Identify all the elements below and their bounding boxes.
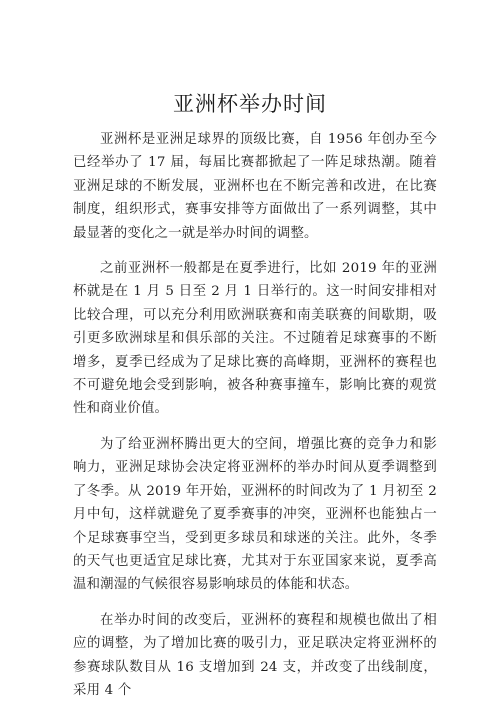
paragraph-1: 亚洲杯是亚洲足球界的顶级比赛，自 1956 年创办至今已经举办了 17 届，每届比赛都掀起了一阵足球热潮。随着亚洲足球的不断发展，亚洲杯也在不断完善和改进，在比赛制度，组织形式，赛事安排等方面做出了一系列调整，其中最显著的变化之一就是举办时间的调整。 — [73, 132, 437, 241]
paragraph-3: 为了给亚洲杯腾出更大的空间，增强比赛的竞争力和影响力，亚洲足球协会决定将亚洲杯的举办时间从夏季调整到了冬季。从 2019 年开始，亚洲杯的时间改为了 1 月初至 2 月中旬，这样就避免了夏季赛事的冲突，亚洲杯也能独占一个足球赛事空当，受到更多球员和球迷的关注。此外，冬季的天气也更适宜足球比赛，尤其对于东亚国家来说，夏季高温和潮湿的气候很容易影响球员的体能和状态。 — [73, 436, 437, 593]
document-title: 亚洲杯举办时间 — [173, 92, 327, 116]
paragraph-4: 在举办时间的改变后，亚洲杯的赛程和规模也做出了相应的调整，为了增加比赛的吸引力，亚足联决定将亚洲杯的参赛球队数目从 16 支增加到 24 支，并改变了出线制度，采用 4 个 — [73, 612, 437, 698]
paragraph-2: 之前亚洲杯一般都是在夏季进行，比如 2019 年的亚洲杯就是在 1 月 5 日至 2 月 1 日举行的。这一时间安排相对比较合理，可以充分利用欧洲联赛和南美联赛的间歇期，吸引更多欧洲球星和俱乐部的关注。不过随着足球赛事的不断增多，夏季已经成为了足球比赛的高峰期，亚洲杯的赛程也不可避免地会受到影响，被各种赛事撞车，影响比赛的观赏性和商业价值。 — [73, 261, 437, 417]
document-body — [73, 128, 437, 714]
